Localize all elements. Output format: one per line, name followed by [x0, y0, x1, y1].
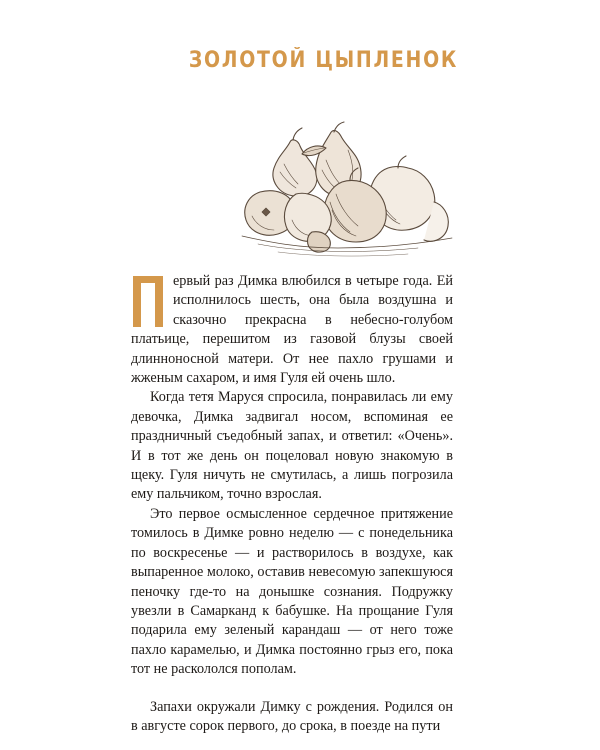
- paragraph-1-text: ервый раз Димка влюбился в четыре года. Ей исполнилось шесть, она была воздушна и сказочно прекрасна в небесно-голубом платьице, перешитом из газовой блузы своей длинноносной матери. От нее пахло грушами и жженым сахаром, и имя Гуля ей очень шло.: [131, 273, 453, 387]
- dropcap-letter: [131, 274, 165, 329]
- paragraph-1: [131, 272, 453, 388]
- paragraph-3: Это первое осмысленное сердечное притяжение томилось в Димке ровно неделю — с понедельника по воскресенье — и растворилось в воздухе, как выпаренное молоко, оставив невесомую запекшуюся пеночку где-то на донышке сознания. Подружку увезли в Самарканд к бабушке. На прощание Гуля подарила ему зеленый карандаш — от него тоже пахло карамелью, и Димка постоянно грыз его, пока тот не раскололся пополам.: [131, 505, 453, 678]
- small-fruit: [308, 232, 331, 252]
- body-text: [131, 272, 453, 736]
- pears-illustration: [238, 120, 458, 260]
- paragraph-4: Запахи окружали Димку с рождения. Родился он в августе сорок первого, до срока, в поезде на пути: [131, 698, 453, 734]
- paragraph-2: Когда тетя Маруся спросила, понравилась ли ему девочка, Димка задвигал носом, вспоминая ее праздничный съедобный запах, и ответил: «Очень». И в тот же день он поцеловал новую знакомую в щеку. Гуля ничуть не смутилась, а лишь погрозила ему пальчиком, точно взрослая.: [131, 389, 453, 503]
- chapter-title: ЗОЛОТОЙ ЦЫПЛЕНОК: [188, 48, 458, 73]
